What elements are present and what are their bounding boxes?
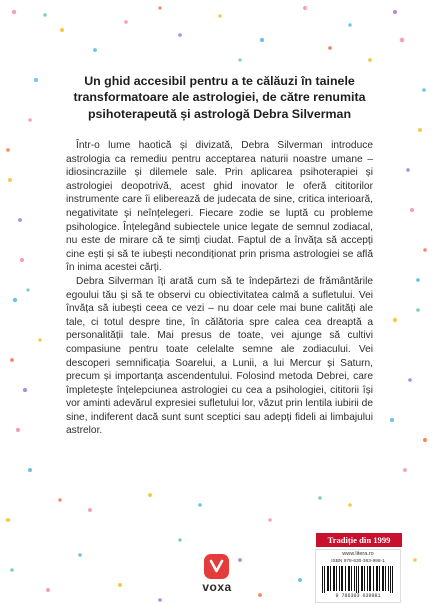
publisher-logo xyxy=(191,554,243,596)
barcode-block xyxy=(315,535,401,603)
barcode-icon xyxy=(322,566,394,593)
tradition-label: Tradiție din 1999 xyxy=(316,533,402,547)
barcode-digits: 9 786303 639981 xyxy=(335,593,381,599)
logo-mark-icon xyxy=(204,554,229,579)
publisher-name: voxa xyxy=(202,580,232,594)
isbn-label: ISBN 978-630-363-998-1 xyxy=(331,559,385,564)
paragraph-1: Într-o lume haotică și divizată, Debra Silverman introduce astrologia ca remediu pentru acceptarea naturii noastre umane – idiosincraziile și dilemele sale. Prin aplicarea psihoterapiei și astrologiei deopotrivă, acest ghid inovator le oferă cititorilor instrumente care îi eliberează de judecata de sine, critica interioară, negativitate și neînțelegeri. Fiecare zodie se luptă cu probleme psihologice. Înțelegând subiectele unice legate de semnul zodiacal, nu este de mirare că te simți ciudat. Faptul de a învăța să accepți cine ești și să te iubești necondiționat prin prisma astrologiei se află în inima acestei cărți. xyxy=(66,140,373,274)
description-text xyxy=(66,139,373,438)
paragraph-2: Debra Silverman îți arată cum să te îndepărtezi de frământările egoului tău și să te observi cu obiectivitatea calmă a sufletului. Vei învăța să iubești ceea ce vezi – nu doar cele mai bune calități ale tale, ci totul despre tine, în călătoria spre calea cea dreaptă a personalității tale. Mai presus de toate, vei ajunge să cultivi compasiune pentru toate celelalte semne ale zodiacului. Vei descoperi semnificația Soarelui, a Lunii, a lui Mercur și Saturn, precum și importanța ascendentului. Folosind metoda Debrei, care împletește înțelepciunea astrologiei cu cea a psihologiei, cititorii își vor aminti adevărul expresiei sufletului lor, văzut prin lentila iubirii de sine, indiferent dacă sunt sunt sceptici sau adepți fideli ai limbajului astrelor. xyxy=(66,275,373,437)
website-label: www.litera.ro xyxy=(342,551,374,557)
headline: Un ghid accesibil pentru a te călăuzi în tainele transformatoare ale astrologiei, de către renumita psihoterapeută și astrologă Debra Silverman xyxy=(73,74,366,121)
